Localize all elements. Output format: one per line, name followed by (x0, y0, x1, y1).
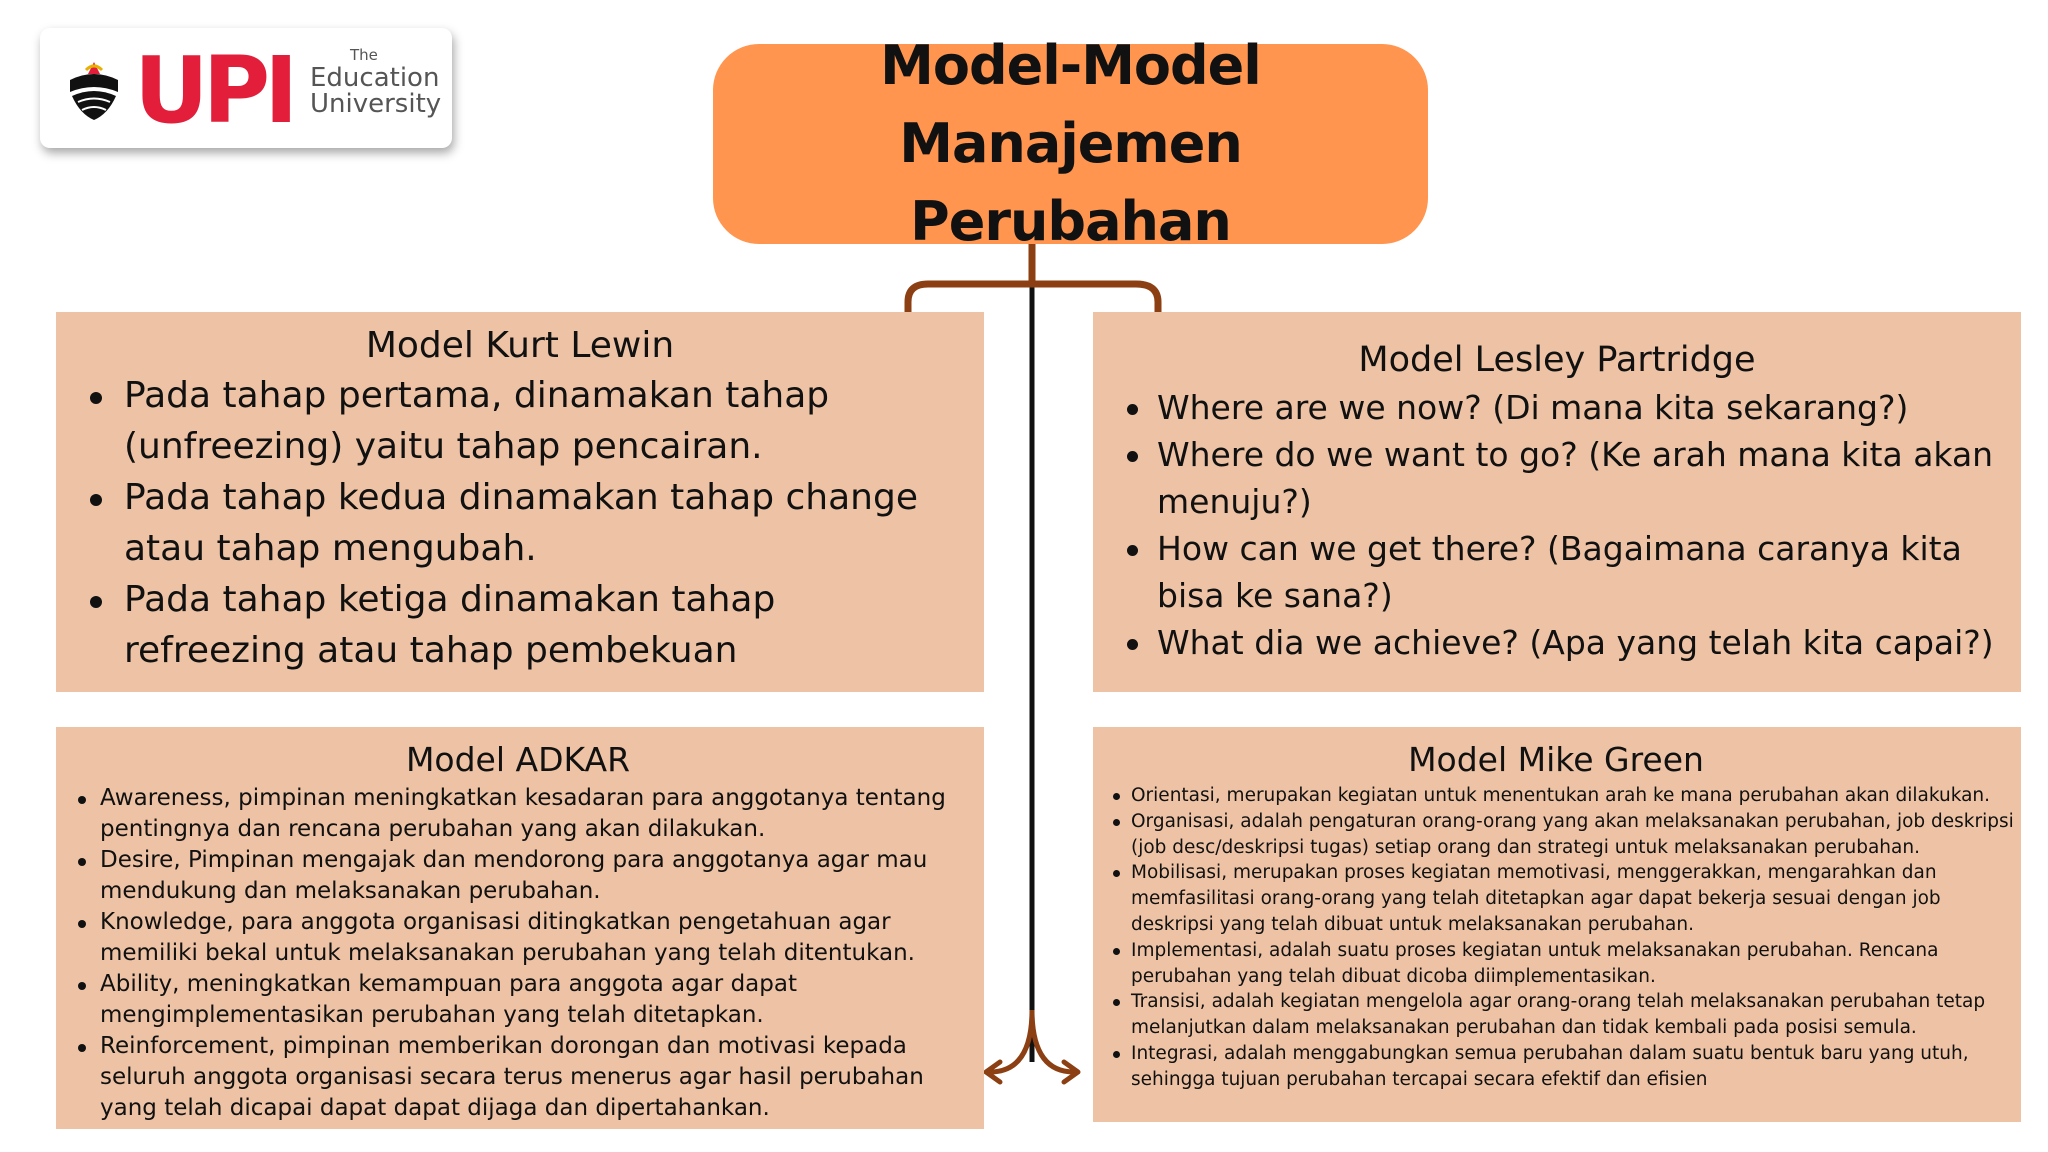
upi-wordmark: UPI (134, 40, 293, 140)
tagline-education: Education (310, 63, 440, 93)
panel-title: Model ADKAR (405, 740, 631, 779)
tagline-university: University (310, 89, 442, 119)
list-item: Desire, Pimpinan mengajak dan mendorong para anggotanya agar mau mendukung dan melaksanakan perubahan. (100, 845, 976, 907)
list-item: Integrasi, adalah menggabungkan semua perubahan dalam suatu bentuk baru yang utuh, sehingga tujuan perubahan tercapai secara efektif dan efisien (1131, 1041, 2015, 1093)
list-item: Mobilisasi, merupakan proses kegiatan memotivasi, menggerakkan, mengarahkan dan memfasilitasi orang-orang yang telah ditetapkan agar dapat bekerja sesuai dengan job deskripsi yang telah dibuat untuk melaksanakan perubahan. (1131, 860, 2015, 937)
main-title-box (713, 34, 1428, 253)
panel-kurt-lewin (56, 312, 984, 692)
panel-title: Model Kurt Lewin (365, 325, 675, 366)
list-item: Knowledge, para anggota organisasi ditingkatkan pengetahuan agar memiliki bekal untuk melaksanakan perubahan yang telah ditentukan. (100, 907, 976, 969)
main-title: Model-Model Manajemen Perubahan (880, 34, 1261, 253)
list-item: Implementasi, adalah suatu proses kegiatan untuk melaksanakan perubahan. Rencana perubahan yang telah dibuat dicoba diimplementasikan. (1131, 938, 2015, 990)
list-item: Awareness, pimpinan meningkatkan kesadaran para anggotanya tentang pentingnya dan rencana perubahan yang akan dilakukan. (100, 783, 976, 845)
list-item: Orientasi, merupakan kegiatan untuk menentukan arah ke mana perubahan akan dilakukan. (1131, 783, 2015, 809)
bullet-list (1157, 384, 2015, 666)
list-item: Pada tahap ketiga dinamakan tahap refreezing atau tahap pembekuan (124, 574, 964, 676)
bullet-list (1131, 783, 2015, 1093)
tagline-the: The (350, 46, 378, 64)
panel-mike-green (1093, 727, 2021, 1122)
list-item: Where do we want to go? (Ke arah mana kita akan menuju?) (1157, 431, 2015, 525)
list-item: What dia we achieve? (Apa yang telah kita capai?) (1157, 619, 2015, 666)
panel-adkar (56, 727, 984, 1129)
panel-title: Model Lesley Partridge (1358, 340, 1756, 380)
list-item: Reinforcement, pimpinan memberikan dorongan dan motivasi kepada seluruh anggota organisasi secara terus menerus agar hasil perubahan yang telah dicapai dapat dapat dijaga dan dipertahankan. (100, 1031, 976, 1124)
bullet-list (124, 370, 964, 676)
list-item: Pada tahap pertama, dinamakan tahap (unfreezing) yaitu tahap pencairan. (124, 370, 964, 472)
list-item: Organisasi, adalah pengaturan orang-orang yang akan melaksanakan perubahan, job deskripsi (job desc/deskripsi tugas) setiap orang dan strategi untuk melaksanakan perubahan. (1131, 809, 2015, 861)
panel-title: Model Mike Green (1408, 740, 1704, 779)
panel-lesley-partridge (1093, 312, 2021, 692)
list-item: How can we get there? (Bagaimana caranya kita bisa ke sana?) (1157, 525, 2015, 619)
list-item: Transisi, adalah kegiatan mengelola agar orang-orang telah melaksanakan perubahan tetap melanjutkan dalam melaksanakan perubahan dan tidak kembali pada posisi semula. (1131, 989, 2015, 1041)
bullet-list (100, 783, 976, 1124)
list-item: Ability, meningkatkan kemampuan para anggota agar dapat mengimplementasikan perubahan yang telah ditetapkan. (100, 969, 976, 1031)
list-item: Pada tahap kedua dinamakan tahap change atau tahap mengubah. (124, 472, 964, 574)
list-item: Where are we now? (Di mana kita sekarang?) (1157, 384, 2015, 431)
